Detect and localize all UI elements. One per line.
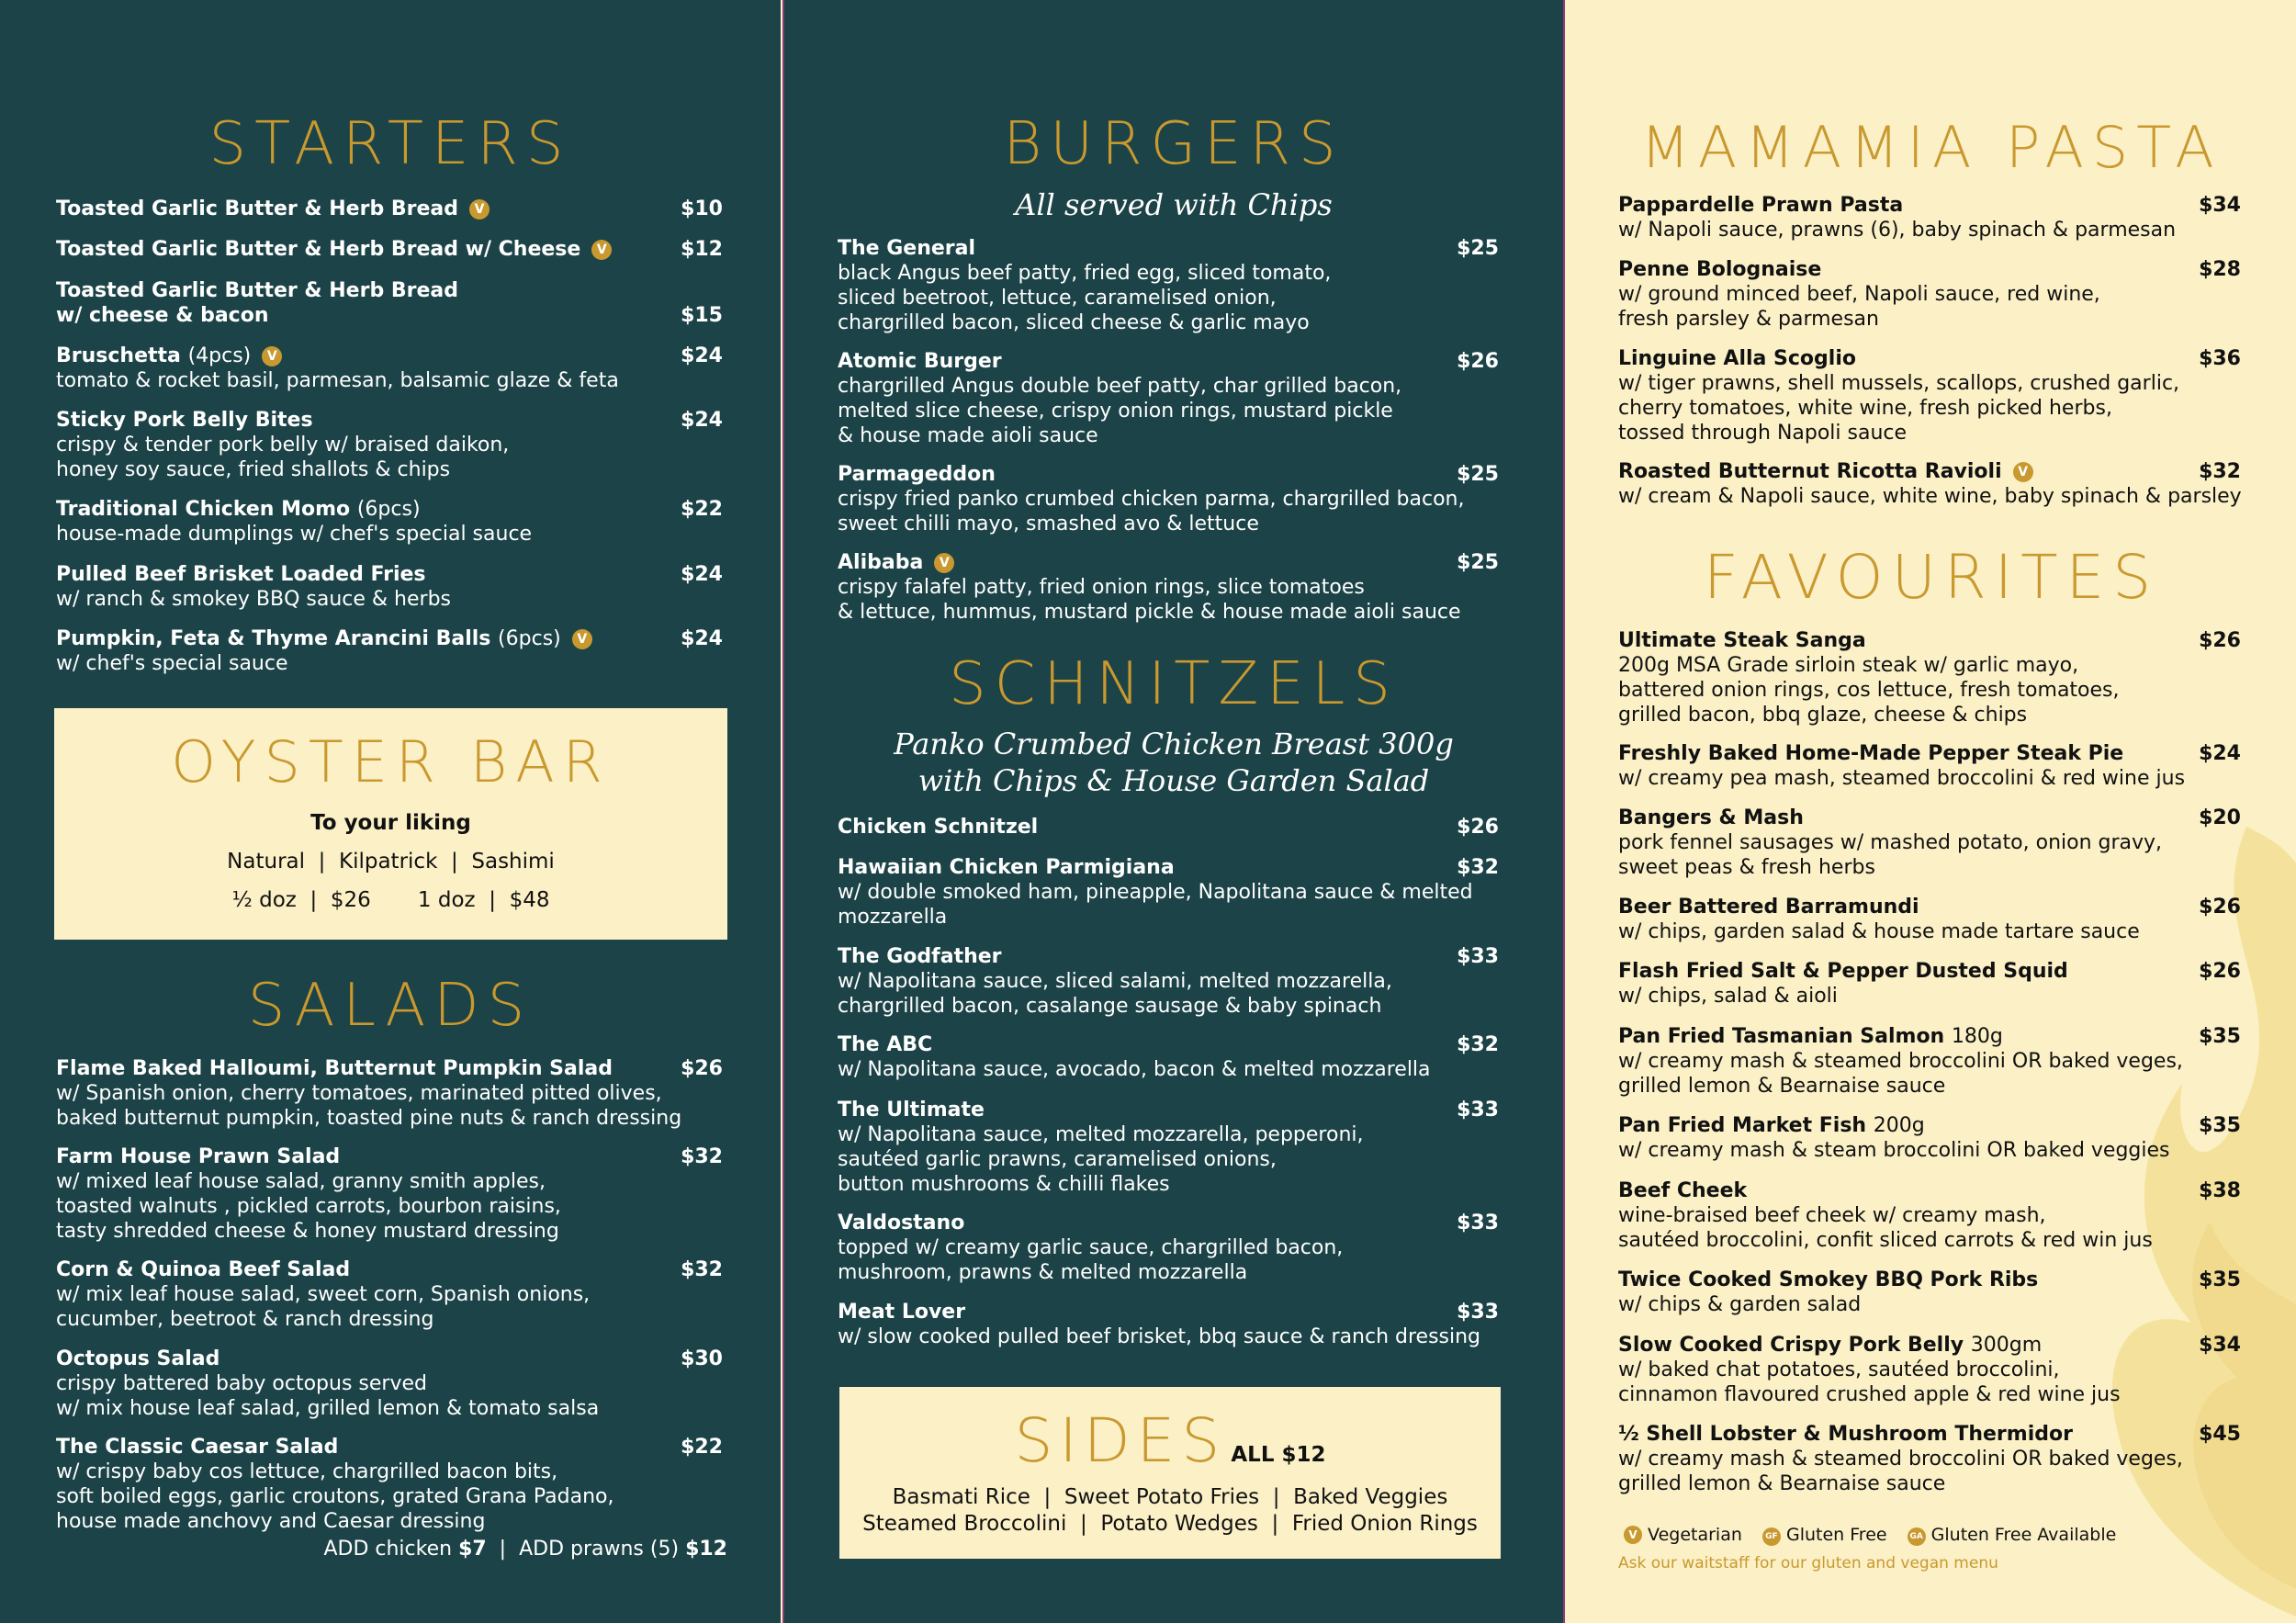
oyster-prices: ½ doz | $26 1 doz | $48 bbox=[231, 888, 550, 912]
menu-item: Valdostano topped w/ creamy garlic sauce, chargrilled bacon, mushroom, prawns & melted mozzarella $33 bbox=[838, 1212, 1499, 1284]
menu-item: Roasted Butternut Ricotta Ravioli V w/ cream & Napoli sauce, white wine, baby spinach & parsley $32 bbox=[1618, 460, 2242, 508]
menu-item: ½ Shell Lobster & Mushroom Thermidor w/ creamy mash & steamed broccolini OR baked veges, grilled lemon & Bearnaise sauce $45 bbox=[1618, 1423, 2241, 1495]
left-panel bbox=[0, 0, 781, 1623]
menu-item: Octopus Salad crispy battered baby octopus served w/ mix house leaf salad, grilled lemon & tomato salsa $30 bbox=[56, 1347, 723, 1420]
pasta-heading: MAMAMIA PASTA bbox=[1640, 114, 2223, 181]
burgers-heading: BURGERS bbox=[1003, 110, 1345, 178]
menu-item: Toasted Garlic Butter & Herb Bread w/ Cheese V $12 bbox=[56, 238, 723, 261]
menu-item: Corn & Quinoa Beef Salad w/ mix leaf house salad, sweet corn, Spanish onions, cucumber, beetroot & ranch dressing $32 bbox=[56, 1258, 723, 1331]
vegetarian-icon: V bbox=[2013, 462, 2033, 482]
vegetarian-icon: V bbox=[934, 553, 954, 573]
menu-item: The ABC w/ Napolitana sauce, avocado, bacon & melted mozzarella $32 bbox=[838, 1033, 1499, 1081]
right-panel bbox=[1567, 0, 2296, 1623]
menu-item: Slow Cooked Crispy Pork Belly 300gm w/ baked chat potatoes, sautéed broccolini, cinnamon flavoured crushed apple & red wine jus $34 bbox=[1618, 1334, 2241, 1406]
menu-item: Pappardelle Prawn Pasta w/ Napoli sauce, prawns (6), baby spinach & parmesan $34 bbox=[1618, 194, 2241, 242]
vegetarian-icon: V bbox=[262, 346, 282, 366]
menu-item: The Classic Caesar Salad w/ crispy baby cos lettuce, chargrilled bacon bits, soft boiled eggs, garlic croutons, grated Grana Padano, house made anchovy and Caesar dressing $22 bbox=[56, 1436, 723, 1533]
menu-item: Meat Lover w/ slow cooked pulled beef brisket, bbq sauce & ranch dressing $33 bbox=[838, 1301, 1499, 1348]
oyster-options: Natural | Kilpatrick | Sashimi bbox=[227, 850, 555, 873]
starters-heading: STARTERS bbox=[208, 110, 572, 178]
sides-heading: SIDES bbox=[1014, 1405, 1227, 1476]
schnitzels-subtitle-1: Panko Crumbed Chicken Breast 300g bbox=[894, 727, 1454, 761]
oyster-bar-box bbox=[54, 708, 727, 940]
menu-item: The Godfather w/ Napolitana sauce, sliced salami, melted mozzarella, chargrilled bacon, casalange sausage & baby spinach $33 bbox=[838, 945, 1499, 1018]
menu-item: Linguine Alla Scoglio w/ tiger prawns, shell mussels, scallops, crushed garlic, cherry tomatoes, white wine, fresh picked herbs, tossed through Napoli sauce $36 bbox=[1618, 347, 2241, 445]
schnitzels-subtitle-2: with Chips & House Garden Salad bbox=[917, 763, 1430, 798]
burgers-subtitle: All served with Chips bbox=[1015, 187, 1333, 222]
salads-heading: SALADS bbox=[247, 972, 534, 1040]
dietary-legend: V Vegetarian GF Gluten Free GA Gluten Free Available bbox=[1624, 1523, 2116, 1547]
vegetarian-icon: V bbox=[469, 199, 490, 220]
schnitzels-heading: SCHNITZELS bbox=[949, 650, 1399, 718]
menu-item: Beer Battered Barramundi w/ chips, garden salad & house made tartare sauce $26 bbox=[1618, 896, 2241, 943]
gluten-free-available-icon: GA bbox=[1908, 1527, 1926, 1546]
gluten-free-icon: GF bbox=[1762, 1527, 1781, 1546]
menu-item: Toasted Garlic Butter & Herb Bread V $10 bbox=[56, 197, 723, 220]
sides-box bbox=[839, 1387, 1501, 1559]
menu-item: Farm House Prawn Salad w/ mixed leaf house salad, granny smith apples, toasted walnuts , pickled carrots, bourbon raisins, tasty shredded cheese & honey mustard dressing $32 bbox=[56, 1145, 723, 1243]
dietary-note: Ask our waitstaff for our gluten and vegan menu bbox=[1618, 1554, 1998, 1572]
menu-item: Atomic Burger chargrilled Angus double beef patty, char grilled bacon, melted slice cheese, crispy onion rings, mustard pickle & house made aioli sauce $26 bbox=[838, 350, 1499, 447]
middle-panel bbox=[782, 0, 1565, 1623]
menu-item: Traditional Chicken Momo (6pcs) house-made dumplings w/ chef's special sauce $22 bbox=[56, 498, 723, 546]
menu-item: Flash Fried Salt & Pepper Dusted Squid w/ chips, salad & aioli $26 bbox=[1618, 960, 2241, 1008]
menu-item: Penne Bolognaise w/ ground minced beef, Napoli sauce, red wine, fresh parsley & parmesan $28 bbox=[1618, 258, 2241, 331]
sides-heading-row bbox=[839, 1405, 1501, 1476]
favourites-heading: FAVOURITES bbox=[1703, 542, 2160, 613]
menu-item: Twice Cooked Smokey BBQ Pork Ribs w/ chips & garden salad $35 bbox=[1618, 1268, 2241, 1316]
menu-item: Chicken Schnitzel $26 bbox=[838, 816, 1499, 839]
sides-line-2: Steamed Broccolini | Potato Wedges | Fried Onion Rings bbox=[862, 1512, 1478, 1536]
menu-item: Ultimate Steak Sanga 200g MSA Grade sirloin steak w/ garlic mayo, battered onion rings, cos lettuce, fresh tomatoes, grilled bacon, bbq glaze, cheese & chips $26 bbox=[1618, 629, 2241, 727]
vegetarian-icon: V bbox=[572, 629, 592, 649]
vegetarian-icon: V bbox=[591, 240, 612, 260]
menu-item: Sticky Pork Belly Bites crispy & tender pork belly w/ braised daikon, honey soy sauce, fried shallots & chips $24 bbox=[56, 409, 723, 481]
sides-price: ALL $12 bbox=[1231, 1443, 1326, 1467]
menu-item: Flame Baked Halloumi, Butternut Pumpkin Salad w/ Spanish onion, cherry tomatoes, marinated pitted olives, baked butternut pumpkin, toasted pine nuts & ranch dressing $26 bbox=[56, 1057, 723, 1130]
oyster-bar-heading: OYSTER BAR bbox=[171, 728, 611, 795]
menu-item: Pan Fried Tasmanian Salmon 180g w/ creamy mash & steamed broccolini OR baked veges, grilled lemon & Bearnaise sauce $35 bbox=[1618, 1025, 2241, 1098]
vegetarian-icon: V bbox=[1624, 1526, 1642, 1544]
menu-item: Pumpkin, Feta & Thyme Arancini Balls (6pcs) V w/ chef's special sauce $24 bbox=[56, 627, 723, 675]
menu-item: Beef Cheek wine-braised beef cheek w/ creamy mash, sautéed broccolini, confit sliced carrots & red win jus $38 bbox=[1618, 1179, 2241, 1252]
menu-item: Toasted Garlic Butter & Herb Bread w/ cheese & bacon $15 bbox=[56, 279, 723, 327]
menu-item: Alibaba V crispy falafel patty, fried onion rings, slice tomatoes & lettuce, hummus, mustard pickle & house made aioli sauce $25 bbox=[838, 551, 1499, 624]
menu-item: Freshly Baked Home-Made Pepper Steak Pie w/ creamy pea mash, steamed broccolini & red wine jus $24 bbox=[1618, 742, 2241, 790]
menu-item: Bruschetta (4pcs) V tomato & rocket basil, parmesan, balsamic glaze & feta $24 bbox=[56, 344, 723, 392]
menu-item: The Ultimate w/ Napolitana sauce, melted mozzarella, pepperoni, sautéed garlic prawns, caramelised onions, button mushrooms & chilli flakes $33 bbox=[838, 1099, 1499, 1196]
menu-item: Hawaiian Chicken Parmigiana w/ double smoked ham, pineapple, Napolitana sauce & melted mozzarella $32 bbox=[838, 856, 1499, 929]
salad-addons: ADD chicken $7 | ADD prawns (5) $12 bbox=[323, 1538, 727, 1561]
sides-line-1: Basmati Rice | Sweet Potato Fries | Baked Veggies bbox=[892, 1485, 1448, 1509]
menu-item: Parmageddon crispy fried panko crumbed chicken parma, chargrilled bacon, sweet chilli mayo, smashed avo & lettuce $25 bbox=[838, 463, 1499, 535]
menu-item: Pan Fried Market Fish 200g w/ creamy mash & steam broccolini OR baked veggies $35 bbox=[1618, 1114, 2241, 1162]
oyster-bar-subtitle: To your liking bbox=[310, 811, 471, 835]
menu-item: Pulled Beef Brisket Loaded Fries w/ ranch & smokey BBQ sauce & herbs $24 bbox=[56, 563, 723, 611]
menu-item: Bangers & Mash pork fennel sausages w/ mashed potato, onion gravy, sweet peas & fresh herbs $20 bbox=[1618, 806, 2241, 879]
menu-item: The General black Angus beef patty, fried egg, sliced tomato, sliced beetroot, lettuce, caramelised onion, chargrilled bacon, sliced cheese & garlic mayo $25 bbox=[838, 237, 1499, 334]
